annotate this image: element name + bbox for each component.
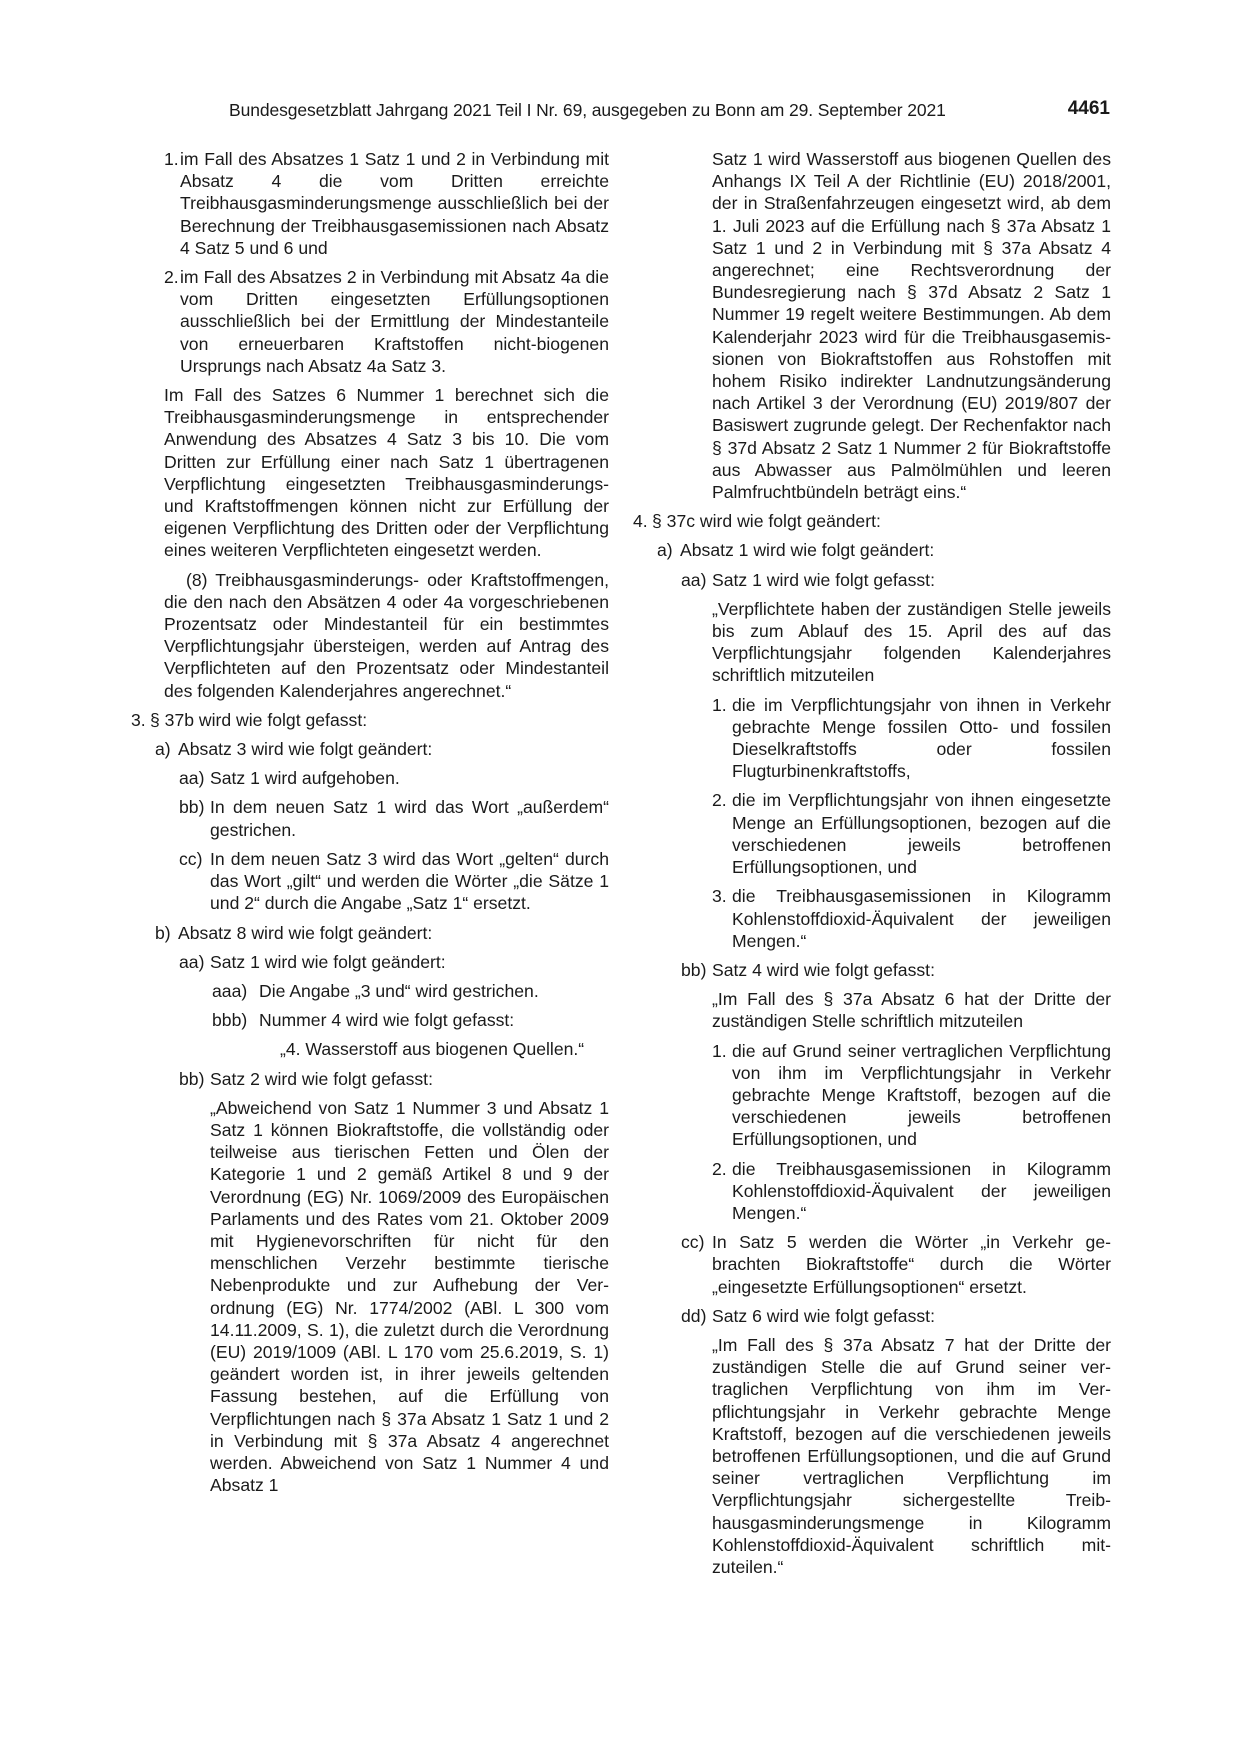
- paragraph-section-8: (8) Treibhausgasminderungs- oder Kraftstoffmengen, die den nach den Absätzen 4 oder 4a vorgeschriebenen Prozentsatz oder Mindestanteil für ein bestimmtes Verpflichtungsjahr übersteigen, werden auf Antrag des Verpflichteten auf den Prozentsatz oder Mindestanteil des folgenden Kalenderjahres angerechnet.“: [164, 569, 609, 701]
- list-marker: 1.: [712, 694, 727, 715]
- list-item-text: In Satz 5 werden die Wörter „in Verkehr gebrachten Biokraftstoffe“ durch die Wörter „eingesetzte Erfüllungsoptionen“ ersetzt.: [712, 1232, 1111, 1297]
- list-marker: dd): [681, 1305, 707, 1326]
- list-item: [131, 148, 609, 259]
- list-item-text: die Treibhausgasemissionen in Kilogramm Kohlenstoffdioxid-Äquivalent der jeweiligen Mengen.“: [732, 886, 1111, 951]
- list-item-text: In dem neuen Satz 1 wird das Wort „außerdem“ gestrichen.: [210, 797, 609, 840]
- list-marker: 2.: [712, 790, 727, 811]
- quoted-amendment: „4. Wasserstoff aus biogenen Quellen.“: [280, 1039, 585, 1060]
- list-item-text: § 37c wird wie folgt geändert:: [652, 511, 881, 532]
- list-item: [633, 1158, 1111, 1225]
- list-marker: bb): [179, 797, 205, 818]
- list-item-text: Absatz 1 wird wie folgt geändert:: [680, 540, 935, 561]
- list-item: [131, 738, 609, 760]
- list-marker: aaa): [212, 980, 248, 1001]
- list-item: [131, 980, 609, 1002]
- list-marker: 3.: [712, 886, 727, 907]
- list-item: [131, 922, 609, 944]
- list-marker: 4.: [633, 511, 648, 532]
- list-marker: a): [155, 739, 171, 760]
- quoted-amendment-continued: Satz 1 wird Wasserstoff aus biogenen Quellen des Anhangs IX Teil A der Richtlinie (EU) 2018/2001, der in Straßenfahrzeugen eingesetzt wird, ab dem 1. Juli 2023 auf die Erfüllung nach § 37a Absatz 1 Satz 1 und 2 in Verbindung mit § 37a Absatz 4 angerechnet; eine Rechtsverordnung der Bundesregierung nach § 37d Absatz 2 Satz 1 Nummer 19 regelt weitere Bestimmungen. Ab dem Kalenderjahr 2023 wird für die Treibhausgasemissionen von Biokraftstoffen aus Rohstoffen mit hohem Risiko indirekter Landnutzungsänderung nach Artikel 3 der Verordnung (EU) 2019/807 der Basiswert zugrunde gelegt. Der Rechenfaktor nach § 37d Absatz 2 Satz 1 Nummer 2 für Biokraftstoffe aus Abwasser aus Palmölmühlen und leeren Palmfruchtbündeln beträgt eins.“: [712, 149, 1111, 503]
- list-item-text: Nummer 4 wird wie folgt gefasst:: [259, 1010, 515, 1031]
- list-item-text: Satz 6 wird wie folgt gefasst:: [712, 1305, 935, 1326]
- quoted-amendment: „Verpflichtete haben der zuständigen Stelle jeweils bis zum Ablauf des 15. April des auf das Verpflichtungsjahr folgenden Kalenderjahres schriftlich mitzuteilen: [712, 598, 1111, 686]
- list-item-text: Satz 1 wird aufgehoben.: [210, 768, 400, 789]
- paragraph: Im Fall des Satzes 6 Nummer 1 berechnet sich die Treibhausgasminderungsmenge in entsprechender Anwendung des Absatzes 4 Satz 3 bis 10. Die vom Dritten zur Erfüllung einer nach Satz 1 übertragenen Verpflichtung eingesetzten Treibhausgasminderungs- und Kraftstoffmengen können nicht zur Erfüllung der eigenen Verpflichtung des Dritten oder der Verpflichtung eines weiteren Verpflichteten eingesetzt werden.: [164, 385, 609, 561]
- list-item: [633, 789, 1111, 878]
- quoted-amendment: „Abweichend von Satz 1 Nummer 3 und Absatz 1 Satz 1 können Biokraftstoffe, die vollständig oder teilweise aus tierischen Fetten und Ölen der Kategorie 1 und 2 gemäß Artikel 8 und 9 der Verordnung (EG) Nr. 1069/2009 des Europäischen Parlaments und des Rates vom 21. Oktober 2009 mit Hygienevorschriften für nicht für den menschlichen Verzehr bestimmte tierische Nebenprodukte und zur Aufhebung der Verordnung (EG) Nr. 1774/2002 (ABl. L 300 vom 14.11.2009, S. 1), die zuletzt durch die Verordnung (EU) 2019/1009 (ABl. L 170 vom 25.6.2019, S. 1) geändert worden ist, in ihrer jeweils geltenden Fassung bestehen, auf die Erfüllung von Verpflichtungen nach § 37a Absatz 1 Satz 1 und 2 in Verbindung mit § 37a Absatz 4 angerechnet werden. Abweichend von Satz 1 Nummer 4 und Absatz 1: [210, 1097, 609, 1496]
- list-item: [131, 951, 609, 973]
- list-marker: bb): [179, 1068, 205, 1089]
- list-item-text: die auf Grund seiner vertraglichen Verpflichtung von ihm im Verpflichtungsjahr in Verkehr gebrachte Menge Kraftstoff, bezogen auf die verschiedenen jeweils betroffenen Erfüllungsoptionen, und: [732, 1040, 1111, 1150]
- list-marker: aa): [179, 768, 205, 789]
- list-marker: aa): [179, 951, 205, 972]
- list-item-text: Satz 1 wird wie folgt gefasst:: [712, 569, 935, 590]
- list-item-text: im Fall des Absatzes 2 in Verbindung mit Absatz 4a die vom Dritten eingesetzten Erfüllungsoptionen ausschließlich bei der Ermittlung der Mindestanteile von erneuerbaren Kraftstoffen nicht-biogenen Ursprungs nach Absatz 4a Satz 3.: [180, 267, 609, 376]
- list-marker: bb): [681, 959, 707, 980]
- list-item: [131, 848, 609, 915]
- list-item-text: Die Angabe „3 und“ wird gestrichen.: [259, 980, 539, 1001]
- list-item: [633, 1040, 1111, 1151]
- quoted-amendment: „Im Fall des § 37a Absatz 6 hat der Dritte der zuständigen Stelle schriftlich mitzuteilen: [712, 989, 1111, 1032]
- list-item: [633, 539, 1111, 561]
- gazette-header-title: Bundesgesetzblatt Jahrgang 2021 Teil I Nr. 69, ausgegeben zu Bonn am 29. September 2021: [229, 100, 946, 120]
- list-marker: b): [155, 922, 171, 943]
- list-item: [131, 266, 609, 377]
- list-marker: aa): [681, 569, 707, 590]
- list-item-text: Absatz 3 wird wie folgt geändert:: [178, 739, 433, 760]
- list-item: [633, 1305, 1111, 1327]
- right-column: [633, 148, 1111, 1578]
- list-item-text: die im Verpflichtungsjahr von ihnen eingesetzte Menge an Erfüllungsoptionen, bezogen auf die verschiedenen jeweils betroffenen Erfüllungsoptionen, und: [732, 790, 1111, 878]
- list-item-text: In dem neuen Satz 3 wird das Wort „gelten“ durch das Wort „gilt“ und werden die Wörter „die Sätze 1 und 2“ durch die Angabe „Satz 1“ ersetzt.: [210, 848, 609, 914]
- list-marker: 1.: [712, 1040, 727, 1061]
- list-item: [633, 885, 1111, 952]
- list-marker: cc): [179, 848, 203, 869]
- list-item-text: Satz 4 wird wie folgt gefasst:: [712, 959, 935, 980]
- page-header: [229, 98, 1110, 124]
- list-item-text: § 37b wird wie folgt gefasst:: [150, 709, 368, 730]
- list-marker: 2.: [164, 267, 179, 288]
- list-item-text: die im Verpflichtungsjahr von ihnen in Verkehr gebrachte Menge fossilen Otto- und fossilen Dieselkraftstoffs oder fossilen Flugturbinenkraftstoffs,: [732, 694, 1111, 782]
- list-item: [131, 709, 609, 731]
- list-item-text: im Fall des Absatzes 1 Satz 1 und 2 in Verbindung mit Absatz 4 die vom Dritten erreichte Treibhausgasminderungsmenge ausschließlich bei der Berechnung der Treibhausgasemissionen nach Absatz 4 Satz 5 und 6 und: [180, 149, 609, 258]
- list-item: [633, 959, 1111, 981]
- list-item: [633, 694, 1111, 783]
- list-item: [131, 1068, 609, 1090]
- quoted-amendment: „Im Fall des § 37a Absatz 7 hat der Dritte der zuständigen Stelle die auf Grund seiner vertraglichen Verpflichtung von ihm im Verpflichtungsjahr in Verkehr gebrachte Menge Kraftstoff, bezogen auf die verschiedenen jeweils betroffenen Erfüllungsoptionen, und die auf Grund seiner vertraglichen Verpflichtung im Verpflichtungsjahr sichergestellte Treibhausgasminderungsmenge in Kilogramm Kohlenstoffdioxid-Äquivalent schriftlich mitzuteilen.“: [712, 1334, 1111, 1577]
- list-item: [131, 796, 609, 840]
- list-marker: 2.: [712, 1158, 727, 1179]
- list-item: [633, 510, 1111, 532]
- left-column: [131, 148, 609, 1496]
- list-marker: a): [657, 540, 673, 561]
- list-marker: bbb): [212, 1010, 248, 1031]
- list-item-text: Satz 1 wird wie folgt geändert:: [210, 951, 446, 972]
- list-marker: 3.: [131, 709, 146, 730]
- list-item-text: die Treibhausgasemissionen in Kilogramm Kohlenstoffdioxid-Äquivalent der jeweiligen Mengen.“: [732, 1158, 1111, 1223]
- list-marker: cc): [681, 1232, 705, 1253]
- list-item-text: Satz 2 wird wie folgt gefasst:: [210, 1068, 433, 1089]
- list-item-text: Absatz 8 wird wie folgt geändert:: [178, 922, 433, 943]
- list-item: [131, 767, 609, 789]
- list-marker: 1.: [164, 149, 179, 169]
- page-number: 4461: [1067, 98, 1110, 119]
- list-item: [131, 1009, 609, 1031]
- list-item: [633, 569, 1111, 591]
- list-item: [633, 1231, 1111, 1298]
